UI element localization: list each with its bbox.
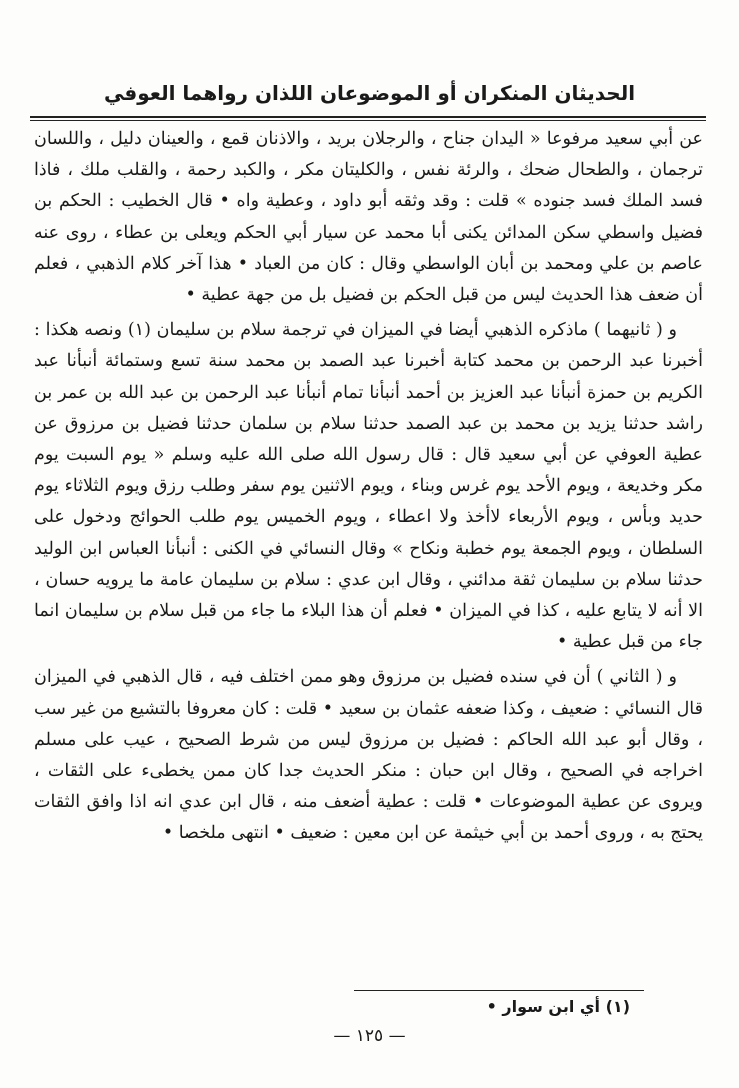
footnote: (١) أي ابن سوار • <box>486 997 630 1016</box>
main-text <box>34 124 703 850</box>
header-rule <box>30 116 706 121</box>
paragraph-2: و ( ثانيهما ) ماذكره الذهبي أيضا في الميزان في ترجمة سلام بن سليمان (١) ونصه هكذا : أخبرنا عبد الرحمن بن محمد كتابة أخبرنا عبد الصمد بن محمد سنة تسع وستمائة أنبأنا عبد الكريم بن حمزة أنبأنا عبد العزيز بن أحمد أنبأنا تمام أنبأنا عبد الرحمن بن عبد الله بن عمر بن راشد حدثنا يزيد بن محمد بن عبد الصمد حدثنا سلام بن سلمان حدثنا فضيل بن مرزوق عن عطية العوفي عن أبي سعيد قال : قال رسول الله صلى الله عليه وسلم « يوم السبت يوم مكر وخديعة ، ويوم الأحد يوم غرس وبناء ، ويوم الاثنين يوم سفر وطلب رزق ويوم الثلاثاء يوم حديد وبأس ، ويوم الأربعاء لاأخذ ولا اعطاء ، ويوم الخميس يوم طلب الحوائج ودخول على السلطان ، ويوم الجمعة يوم خطبة ونكاح » وقال النسائي في الكنى : أنبأنا العباس ابن الوليد حدثنا سلام بن سليمان ثقة مدائني ، وقال ابن عدي : سلام بن سليمان عامة ما يرويه حسان ، الا أنه لا يتابع عليه ، كذا في الميزان • فعلم أن هذا البلاء ما جاء من قبل سلام بن سليمان انما جاء من قبل عطية • <box>34 320 703 653</box>
footnote-rule <box>354 990 644 991</box>
paragraph-1: عن أبي سعيد مرفوعا « اليدان جناح ، والرجلان بريد ، والاذنان قمع ، والعينان دليل ، واللسان ترجمان ، والطحال ضحك ، والرئة نفس ، والكليتان مكر ، والكبد رحمة ، والقلب ملك ، فاذا فسد الملك فسد جنوده » قلت : وقد وثقه أبو داود ، وعطية واه • قال الخطيب : الحكم بن فضيل واسطي سكن المدائن يكنى أبا محمد عن سيار أبي الحكم ويعلى بن عطاء ، روى عنه عاصم بن علي ومحمد بن أبان الواسطي وقال : كان من العباد • هذا آخر كلام الذهبي ، فعلم أن ضعف هذا الحديث ليس من قبل الحكم بن فضيل بل من جهة عطية • <box>34 129 703 306</box>
running-title: الحديثان المنكران أو الموضوعان اللذان رواهما العوفي <box>103 81 636 105</box>
page-number: — ١٢٥ — <box>333 1026 406 1046</box>
paragraph-3: و ( الثاني ) أن في سنده فضيل بن مرزوق وهو ممن اختلف فيه ، قال الذهبي في الميزان قال النسائي : ضعيف ، وكذا ضعفه عثمان بن سعيد • قلت : كان معروفا بالتشيع من غير سب ، وقال أبو عبد الله الحاكم : فضيل بن مرزوق ليس من شرط الصحيح ، عيب على مسلم اخراجه في الصحيح ، وقال ابن حبان : منكر الحديث جدا كان ممن يخطىء على الثقات ، ويروى عن عطية الموضوعات • قلت : عطية أضعف منه ، قال ابن عدي انه اذا وافق الثقات يحتج به ، وروى أحمد بن أبي خيثمة عن ابن معين : ضعيف • انتهى ملخصا • <box>34 667 703 844</box>
